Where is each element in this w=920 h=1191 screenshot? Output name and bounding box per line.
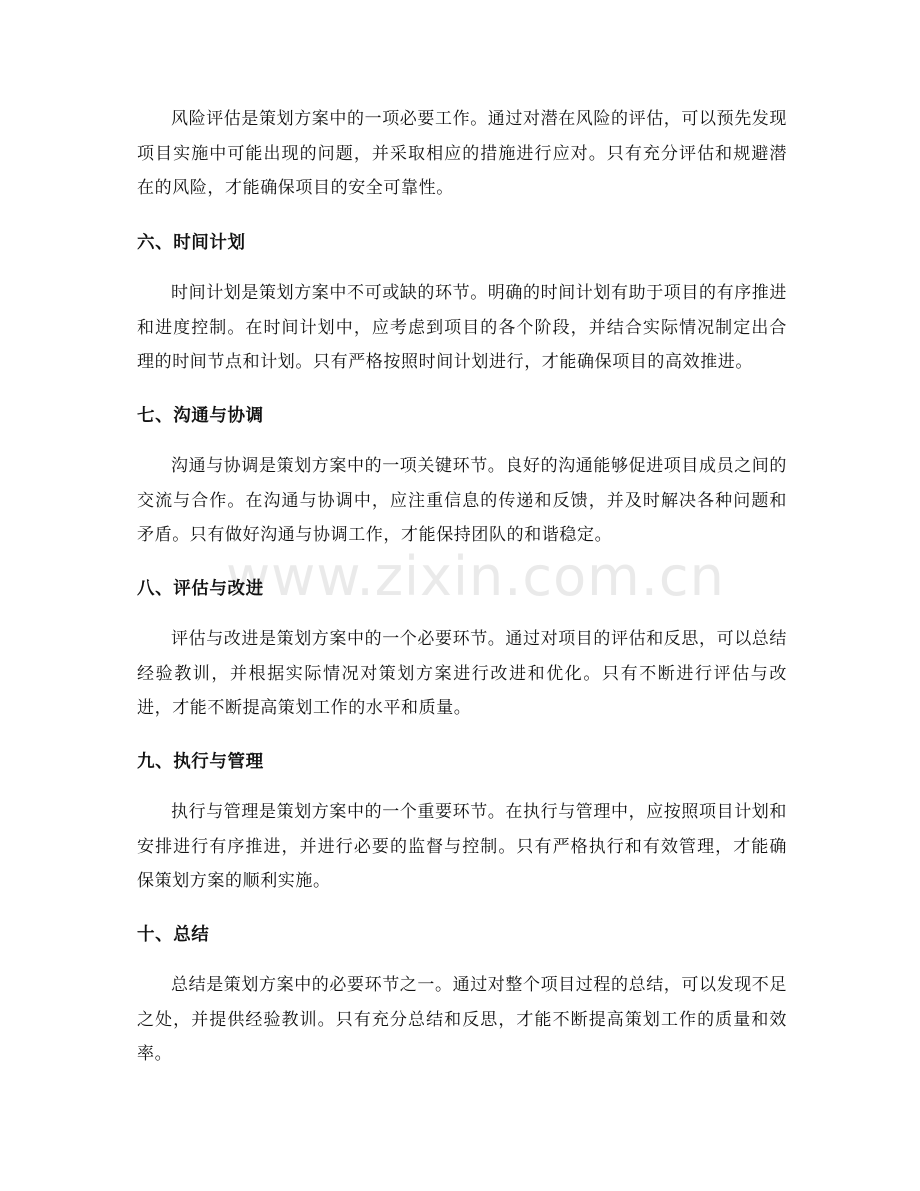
section-heading-evaluation: 八、评估与改进 (137, 579, 264, 599)
section-body-evaluation: 评估与改进是策划方案中的一个必要环节。通过对项目的评估和反思，可以总结经验教训，并根据实际情况对策划方案进行改进和优化。只有不断进行评估与改进，才能不断提高策划工作的水平和质量。 (137, 629, 787, 718)
section-heading-execution: 九、执行与管理 (137, 752, 264, 772)
intro-paragraph: 风险评估是策划方案中的一项必要工作。通过对潜在风险的评估，可以预先发现项目实施中可能出现的问题，并采取相应的措施进行应对。只有充分评估和规避潜在的风险，才能确保项目的安全可靠性。 (137, 109, 787, 198)
section-body-communication: 沟通与协调是策划方案中的一项关键环节。良好的沟通能够促进项目成员之间的交流与合作。在沟通与协调中，应注重信息的传递和反馈，并及时解决各种问题和矛盾。只有做好沟通与协调工作，才能保持团队的和谐稳定。 (137, 456, 787, 545)
section-heading-summary: 十、总结 (137, 925, 210, 945)
section-body-execution: 执行与管理是策划方案中的一个重要环节。在执行与管理中，应按照项目计划和安排进行有序推进，并进行必要的监督与控制。只有严格执行和有效管理，才能确保策划方案的顺利实施。 (137, 802, 787, 891)
section-heading-communication: 七、沟通与协调 (137, 406, 264, 426)
section-heading-time-plan: 六、时间计划 (137, 233, 246, 253)
watermark: www.zixin.com.cn (226, 545, 725, 608)
section-body-time-plan: 时间计划是策划方案中不可或缺的环节。明确的时间计划有助于项目的有序推进和进度控制。在时间计划中，应考虑到项目的各个阶段，并结合实际情况制定出合理的时间节点和计划。只有严格按照时间计划进行，才能确保项目的高效推进。 (137, 283, 787, 372)
section-body-summary: 总结是策划方案中的必要环节之一。通过对整个项目过程的总结，可以发现不足之处，并提供经验教训。只有充分总结和反思，才能不断提高策划工作的质量和效率。 (137, 975, 787, 1064)
